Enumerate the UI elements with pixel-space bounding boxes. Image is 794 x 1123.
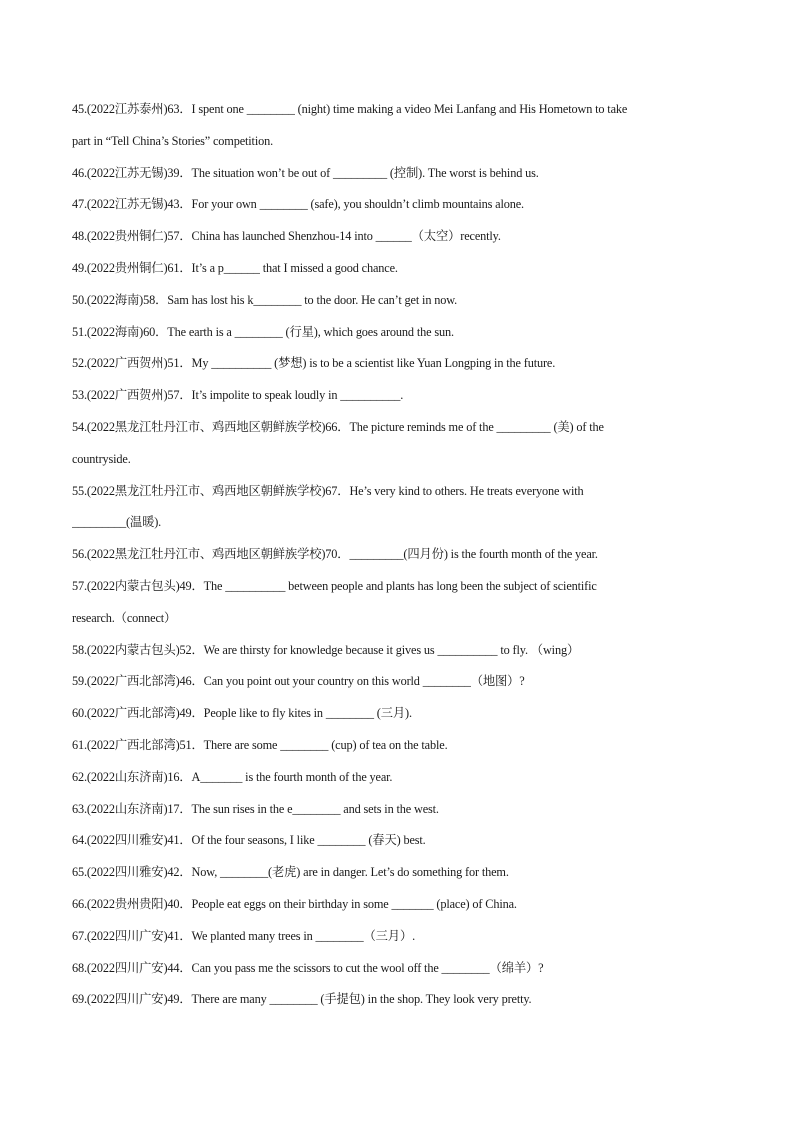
question-line: 53.(2022广西贺州)57．It’s impolite to speak loudly in __________. [72,388,404,403]
question-line: 59.(2022广西北部湾)46．Can you point out your country on this world ________（地图）? [72,674,525,689]
question-item [72,794,724,826]
question-item [72,857,724,889]
question-item [72,730,724,762]
question-line: 55.(2022黑龙江牡丹江市、鸡西地区朝鲜族学校)67．He’s very kind to others. He treats everyone with [72,483,584,498]
question-line: 46.(2022江苏无锡)39．The situation won’t be out of _________ (控制). The worst is behind us. [72,165,539,180]
question-item [72,412,724,476]
question-line: 49.(2022贵州铜仁)61．It’s a p______ that I missed a good chance. [72,260,398,275]
question-line: _________(温暖). [72,515,162,530]
question-line: countryside. [72,451,131,466]
question-item [72,380,724,412]
question-item [72,666,724,698]
question-item [72,825,724,857]
question-line: research.（connect） [72,610,177,625]
question-line: 65.(2022四川雅安)42．Now, ________(老虎) are in danger. Let’s do something for them. [72,865,509,880]
question-item [72,698,724,730]
question-line: 48.(2022贵州铜仁)57．China has launched Shenzhou-14 into ______（太空）recently. [72,229,501,244]
question-item [72,571,724,635]
question-line: 61.(2022广西北部湾)51．There are some ________ (cup) of tea on the table. [72,737,448,752]
question-item [72,189,724,221]
question-line: 56.(2022黑龙江牡丹江市、鸡西地区朝鲜族学校)70．_________(四月份) is the fourth month of the year. [72,547,598,562]
question-item [72,635,724,667]
question-item [72,889,724,921]
question-item [72,348,724,380]
question-list [72,94,724,1016]
question-line: 57.(2022内蒙古包头)49．The __________ between people and plants has long been the subject of scientific [72,578,597,593]
question-item [72,285,724,317]
question-line: 50.(2022海南)58．Sam has lost his k________ to the door. He can’t get in now. [72,292,458,307]
question-line: 47.(2022江苏无锡)43．For your own ________ (safe), you shouldn’t climb mountains alone. [72,197,524,212]
question-line: 66.(2022贵州贵阳)40．People eat eggs on their birthday in some _______ (place) of China. [72,896,517,911]
question-item [72,476,724,540]
question-item [72,921,724,953]
question-line: 68.(2022四川广安)44．Can you pass me the scissors to cut the wool off the ________（绵羊）? [72,960,544,975]
question-line: 64.(2022四川雅安)41．Of the four seasons, I like ________ (春天) best. [72,833,426,848]
question-line: 52.(2022广西贺州)51．My __________ (梦想) is to be a scientist like Yuan Longping in the future. [72,356,556,371]
question-line: part in “Tell China’s Stories” competition. [72,133,274,148]
question-item [72,158,724,190]
question-line: 60.(2022广西北部湾)49．People like to fly kites in ________ (三月). [72,706,412,721]
question-line: 51.(2022海南)60．The earth is a ________ (行星), which goes around the sun. [72,324,454,339]
question-item [72,253,724,285]
question-line: 69.(2022四川广安)49．There are many ________ (手提包) in the shop. They look very pretty. [72,992,532,1007]
question-line: 63.(2022山东济南)17．The sun rises in the e________ and sets in the west. [72,801,439,816]
question-item [72,953,724,985]
question-item [72,317,724,349]
question-line: 58.(2022内蒙古包头)52．We are thirsty for knowledge because it gives us __________ to fly. （wing） [72,642,580,657]
question-line: 67.(2022四川广安)41．We planted many trees in ________（三月）. [72,928,416,943]
question-line: 62.(2022山东济南)16．A_______ is the fourth month of the year. [72,769,393,784]
question-item [72,539,724,571]
question-item [72,94,724,158]
question-item [72,762,724,794]
question-line: 54.(2022黑龙江牡丹江市、鸡西地区朝鲜族学校)66．The picture reminds me of the _________ (美) of the [72,419,604,434]
question-line: 45.(2022江苏泰州)63．I spent one ________ (night) time making a video Mei Lanfang and His Hometown to take [72,102,628,116]
question-item [72,984,724,1016]
question-item [72,221,724,253]
